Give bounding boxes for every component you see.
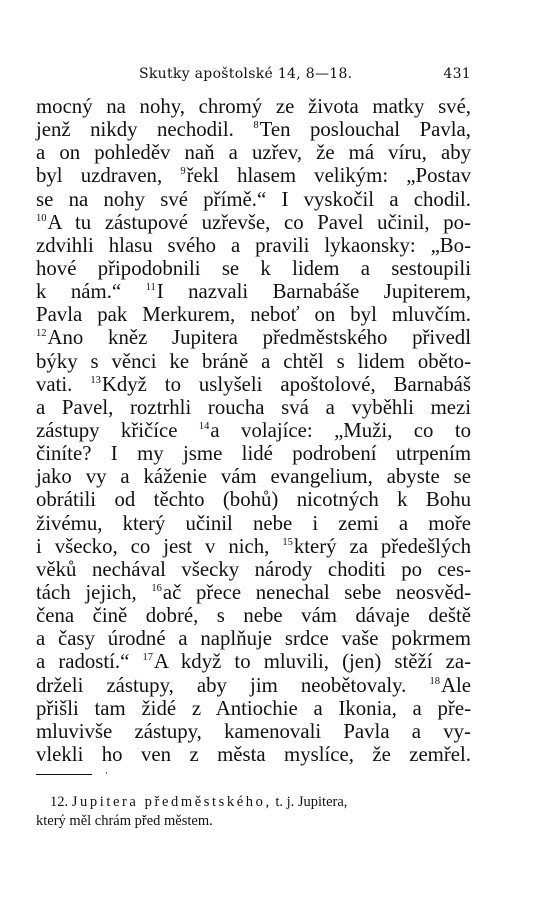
text-line [36, 234, 471, 257]
text-segment: řekl hlasem velikým: „Postav [186, 164, 471, 188]
text-line [36, 188, 471, 211]
text-segment: čena čině dobré, s nebe vám dávaje deště [36, 604, 471, 628]
verse-number: 10 [36, 212, 47, 224]
footnote-separator-mark: ˌ [105, 766, 108, 776]
text-line [36, 465, 471, 488]
text-segment: Pavla pak Merkurem, neboť on byl mluvčím. [36, 303, 471, 327]
text-line [36, 535, 471, 558]
verse-number: 9 [180, 166, 186, 178]
text-line [36, 581, 471, 604]
text-segment: i všecko, co jest v nich, [36, 534, 283, 558]
text-segment: zástupy křičíce [36, 418, 199, 442]
verse-number: 12 [36, 328, 47, 340]
text-segment: mluvivše zástupy, kamenovali Pavla a vy- [36, 719, 471, 743]
footnote-line: který měl chrám před městem. [36, 813, 213, 829]
body-text [36, 95, 471, 766]
text-segment: a radostí.“ [36, 650, 143, 674]
text-segment: Když to uslyšeli apoštolové, Barnabáš [101, 372, 472, 396]
text-segment: k nám.“ [36, 280, 146, 304]
text-segment: zdvihli hlasu svého a pravili lykaonsky: „Bo- [36, 233, 471, 257]
text-line [36, 211, 471, 234]
text-segment: I nazvali Barnabáše Jupiterem, [156, 280, 471, 304]
text-segment: přišli tam židé z Antiochie a Ikonia, a pře- [36, 696, 471, 720]
text-segment: se na nohy své přímě.“ I vyskočil a chodil. [36, 187, 471, 211]
verse-number: 18 [429, 675, 440, 687]
verse-number: 15 [282, 536, 293, 548]
text-line [36, 743, 471, 766]
footnote-term: Jupitera předměstského, [71, 794, 272, 810]
text-line [36, 720, 471, 743]
text-segment: obrátili od těchto (bohů) nicotných k Bohu [36, 488, 471, 512]
text-segment: a volajíce: „Muži, co to [210, 418, 472, 442]
footnote-number: 12. [50, 794, 69, 810]
text-segment: Ten poslouchal Pavla, [259, 118, 471, 142]
text-line [36, 558, 471, 581]
text-segment: který za předešlých [293, 534, 471, 558]
text-segment: tách jejich, [36, 580, 152, 604]
verse-number: 14 [198, 420, 210, 432]
verse-number: 17 [142, 652, 153, 664]
text-line [36, 650, 471, 673]
text-line [36, 604, 471, 627]
text-segment: A když to mluvili, (jen) stěží za- [153, 650, 471, 674]
text-line [36, 95, 471, 118]
text-line [36, 442, 471, 465]
text-line [36, 141, 471, 164]
text-segment: byl uzdraven, [36, 164, 181, 188]
text-segment: živému, který učinil nebe i zemi a moře [36, 511, 471, 535]
text-segment: a on pohleděv naň a uzřev, že má víru, aby [36, 141, 471, 165]
text-segment: a časy úrodné a naplňuje srdce vaše pokrmem [36, 627, 471, 651]
text-segment: jenž nikdy nechodil. [36, 118, 254, 142]
verse-number: 8 [253, 120, 259, 132]
text-segment: a Pavel, roztrhli roucha svá a vyběhli mezi [36, 395, 471, 419]
text-segment: ač přece nenechal sebe neosvěd- [162, 580, 471, 604]
text-line [36, 419, 471, 442]
text-line [36, 396, 471, 419]
text-segment: činíte? I my jsme lidé podrobení utrpením [36, 442, 471, 466]
text-segment: věků nechával všecky národy choditi po ces- [36, 557, 471, 581]
text-line [36, 674, 471, 697]
text-segment: drželi zástupy, aby jim neobětovaly. [36, 673, 430, 697]
text-line [36, 326, 471, 349]
text-segment: vati. [36, 372, 91, 396]
page-number: 431 [443, 66, 471, 82]
text-segment: býky s věnci ke bráně a chtěl s lidem oběto- [36, 349, 471, 373]
text-segment: jako vy a káženie vám evangelium, abyste se [36, 465, 471, 489]
running-head: Skutky apoštolské 14, 8—18. [139, 66, 353, 82]
text-segment: Ano kněz Jupitera předměstského přivedl [47, 326, 471, 350]
text-segment: vlekli ho ven z města myslíce, že zemřel. [36, 742, 471, 766]
text-line [36, 627, 471, 650]
text-line [36, 164, 471, 187]
text-line [36, 697, 471, 720]
text-segment: A tu zástupové uzřevše, co Pavel učinil, po- [47, 210, 471, 234]
text-line [36, 512, 471, 535]
footnote [36, 793, 471, 831]
text-segment: mocný na nohy, chromý ze života matky své, [36, 95, 471, 118]
footnote-separator [36, 774, 92, 775]
text-line [36, 488, 471, 511]
verse-number: 11 [145, 282, 156, 294]
footnote-line [36, 793, 471, 812]
text-line [36, 350, 471, 373]
text-segment: hové připodobnili se k lidem a sestoupili [36, 256, 471, 280]
footnote-gloss: t. j. Jupitera, [271, 794, 348, 810]
text-line [36, 257, 471, 280]
verse-number: 16 [151, 582, 162, 594]
page-header [36, 66, 471, 88]
verse-number: 13 [90, 374, 101, 386]
text-line [36, 118, 471, 141]
text-line [36, 280, 471, 303]
text-line [36, 303, 471, 326]
text-line [36, 373, 471, 396]
text-segment: Ale [440, 673, 471, 697]
